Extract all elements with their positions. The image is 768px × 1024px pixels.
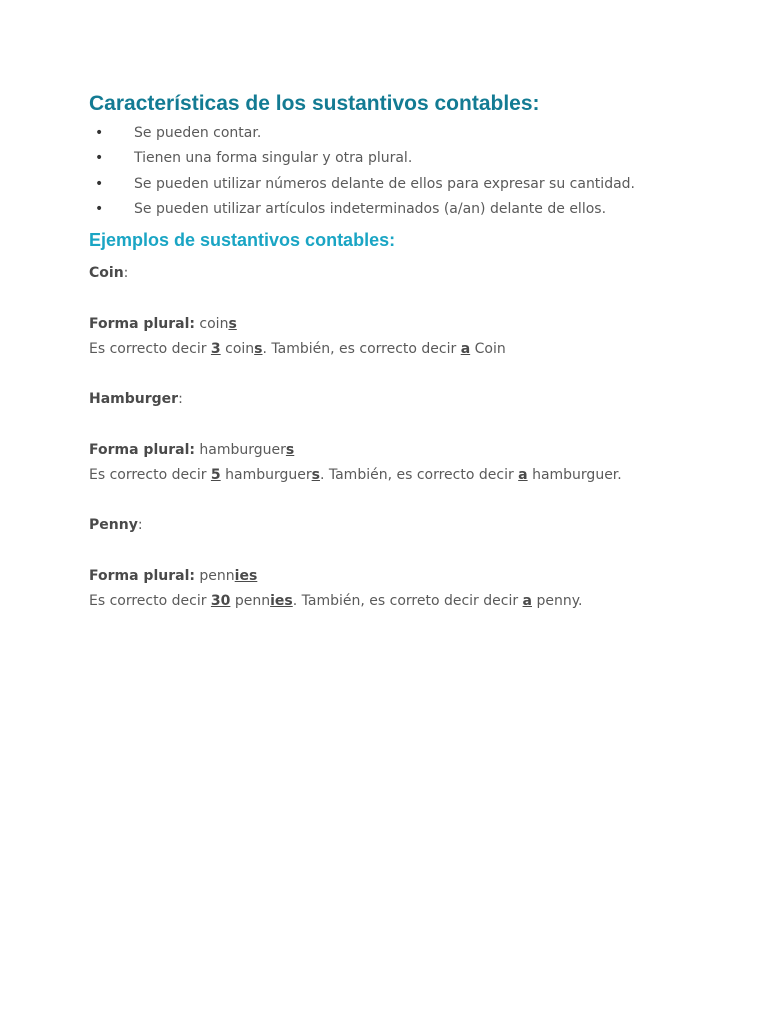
- colon: :: [137, 517, 143, 534]
- sentence-tail: hamburguer.: [527, 466, 622, 483]
- sentence-tail: Coin: [470, 340, 506, 357]
- list-item: [89, 172, 729, 197]
- sentence-prefix: Es correcto decir: [89, 340, 211, 357]
- plural-suffix: s: [254, 340, 263, 357]
- plural-label: Forma plural:: [89, 441, 195, 458]
- article: a: [460, 340, 471, 357]
- example-noun: [89, 261, 729, 286]
- plural-suffix: ies: [234, 567, 258, 584]
- plural-base: coin: [225, 340, 255, 357]
- sentence-prefix: Es correcto decir: [89, 592, 211, 609]
- example-noun: [89, 513, 729, 538]
- examples-heading: Ejemplos de sustantivos contables:: [89, 230, 396, 251]
- plural-suffix: s: [228, 315, 237, 332]
- sentence-prefix: Es correcto decir: [89, 466, 211, 483]
- plural-suffix: s: [311, 466, 320, 483]
- sentence-middle: . También, es correcto decir: [262, 340, 461, 357]
- example-sentence: [89, 463, 729, 488]
- colon: :: [178, 391, 183, 408]
- list-item: [89, 146, 729, 171]
- example-sentence: [89, 337, 729, 362]
- list-item-text: Se pueden utilizar artículos indeterminados (a/an) delante de ellos.: [134, 200, 607, 217]
- list-item-text: Tienen una forma singular y otra plural.: [134, 150, 413, 167]
- plural-base: hamburguer: [225, 466, 312, 483]
- sentence-middle: . También, es correto decir decir: [292, 592, 523, 609]
- noun-label: Hamburger: [89, 391, 179, 408]
- example-number: 5: [210, 466, 221, 483]
- plural-label: Forma plural:: [89, 567, 195, 584]
- example-number: 30: [210, 592, 231, 609]
- list-item-text: Se pueden utilizar números delante de ellos para expresar su cantidad.: [134, 175, 635, 192]
- list-item: [89, 197, 729, 222]
- bullet-icon: •: [95, 150, 104, 167]
- plural-label: Forma plural:: [89, 315, 195, 332]
- example-number: 3: [210, 340, 221, 357]
- plural-base: hamburguer: [199, 441, 286, 458]
- list-item: [89, 121, 729, 146]
- noun-label: Penny: [89, 517, 138, 534]
- plural-base: coin: [199, 315, 229, 332]
- sentence-middle: . También, es correcto decir: [319, 466, 519, 483]
- plural-form-line: [89, 564, 729, 589]
- article: a: [522, 592, 532, 609]
- example-noun: [89, 387, 729, 412]
- list-item-text: Se pueden contar.: [134, 125, 262, 141]
- document-content: [89, 90, 729, 614]
- plural-suffix: ies: [270, 592, 293, 609]
- noun-label: Coin: [89, 265, 124, 282]
- plural-form-line: [89, 438, 729, 463]
- plural-form-line: [89, 312, 729, 337]
- plural-base: penn: [199, 567, 235, 584]
- plural-base: penn: [234, 592, 271, 609]
- page-heading: Características de los sustantivos contables:: [89, 92, 540, 115]
- plural-suffix: s: [285, 441, 295, 458]
- bullet-icon: •: [95, 200, 104, 217]
- sentence-tail: penny.: [532, 592, 583, 609]
- characteristics-list: [89, 121, 729, 222]
- bullet-icon: •: [95, 175, 104, 192]
- article: a: [518, 466, 528, 483]
- example-sentence: [89, 589, 729, 614]
- bullet-icon: •: [95, 125, 104, 141]
- colon: :: [123, 265, 129, 282]
